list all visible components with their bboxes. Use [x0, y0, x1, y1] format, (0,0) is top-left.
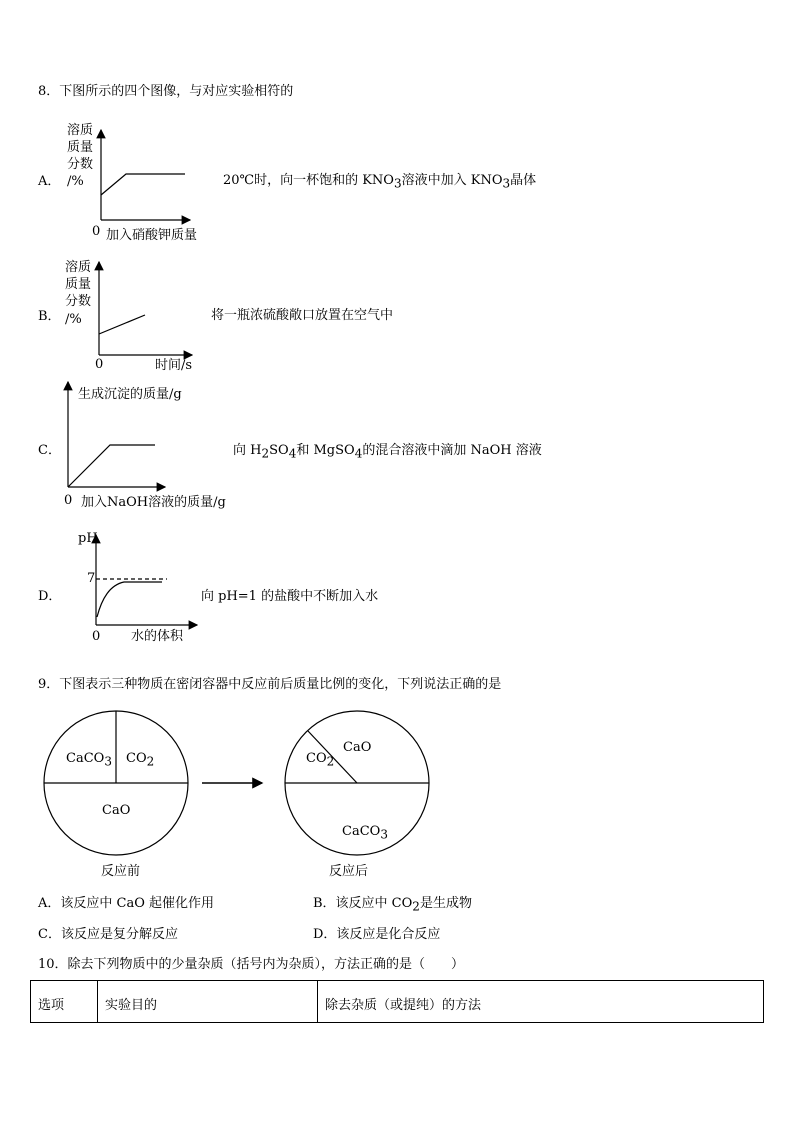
q9-option-d: D．该反应是化合反应	[313, 927, 441, 942]
option-a-letter: A．	[38, 174, 61, 189]
graph-a-ylabel-1: 溶质	[67, 123, 94, 138]
graph-a	[101, 130, 190, 220]
graph-d-xlabel: 水的体积	[131, 629, 184, 644]
graph-a-origin: 0	[92, 224, 101, 239]
after-caption: 反应后	[329, 864, 369, 879]
graph-d-description: 向 pH=1 的盐酸中不断加入水	[201, 589, 379, 604]
after-cao-label: CaO	[343, 740, 372, 755]
graph-c-curve	[68, 445, 155, 487]
graph-c-ylabel: 生成沉淀的质量/g	[78, 387, 182, 402]
after-co2-label: $CO_2$	[306, 751, 335, 769]
graph-a-description: 20℃时，向一杯饱和的 $KNO_3$溶液中加入 $KNO_3$晶体	[223, 173, 537, 191]
graph-c-xlabel: 加入NaOH溶液的质量/g	[81, 495, 226, 510]
graph-d-origin: 0	[92, 629, 101, 644]
graph-c-origin: 0	[64, 493, 73, 508]
before-caption: 反应前	[101, 864, 141, 879]
before-caco3-label: CaCO$_3$	[66, 751, 112, 769]
graph-a-curve	[101, 174, 185, 195]
graph-a-ylabel-4: /%	[67, 174, 84, 189]
q9-stem: 9．下图表示三种物质在密闭容器中反应前后质量比例的变化，下列说法正确的是	[38, 677, 502, 692]
q9-option-b: B．该反应中 $CO_2$是生成物	[313, 896, 472, 914]
q8-stem: 8．下图所示的四个图像，与对应实验相符的	[38, 84, 294, 99]
graph-c-description: 向 $H_2SO_4$和 MgSO$_4$的混合溶液中滴加 NaOH 溶液	[233, 443, 542, 461]
graph-b-description: 将一瓶浓硫酸敞口放置在空气中	[211, 308, 394, 323]
graph-b-ylabel-2: 质量	[65, 277, 92, 292]
circle-after	[285, 711, 429, 855]
before-cao-label: CaO	[102, 803, 131, 818]
option-c-letter: C．	[38, 443, 61, 458]
graph-c	[68, 382, 165, 487]
after-caco3-label: CaCO$_3$	[342, 824, 388, 842]
option-d-letter: D．	[38, 589, 62, 604]
table-header-purpose: 实验目的	[105, 998, 158, 1013]
graph-b-xlabel: 时间/s	[155, 358, 193, 373]
circle-before	[44, 711, 188, 855]
graph-a-ylabel-2: 质量	[67, 140, 94, 155]
graph-b-ylabel-3: 分数	[65, 294, 92, 309]
before-co2-label: $CO_2$	[126, 751, 155, 769]
graph-a-xlabel: 加入硝酸钾质量	[106, 228, 198, 243]
graph-d-ylabel: pH	[78, 531, 98, 546]
graph-b-ylabel-4: /%	[65, 312, 82, 327]
graph-d	[96, 535, 197, 625]
table-header-option: 选项	[38, 998, 65, 1013]
q9-option-c: C．该反应是复分解反应	[38, 927, 178, 942]
graph-a-ylabel-3: 分数	[67, 157, 94, 172]
table-header-method: 除去杂质（或提纯）的方法	[325, 998, 482, 1013]
graph-b	[99, 262, 192, 355]
graph-b-origin: 0	[95, 357, 104, 372]
graph-d-tick-7: 7	[87, 571, 96, 586]
graph-b-ylabel-1: 溶质	[65, 260, 92, 275]
graph-b-curve	[99, 315, 145, 334]
q10-stem: 10．除去下列物质中的少量杂质（括号内为杂质），方法正确的是（ ）	[38, 957, 465, 972]
option-b-letter: B．	[38, 309, 61, 324]
q9-option-a: A．该反应中 CaO 起催化作用	[38, 896, 215, 911]
graph-d-curve	[97, 582, 162, 617]
